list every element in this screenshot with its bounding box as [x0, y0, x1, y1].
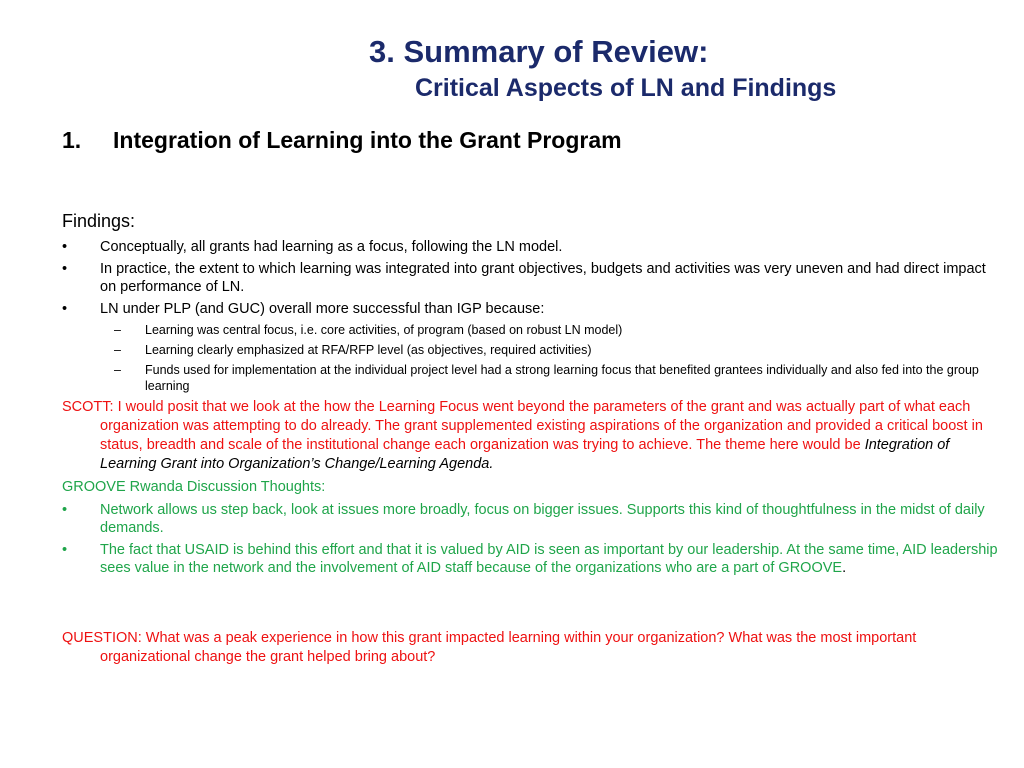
spacer — [62, 581, 1002, 629]
finding-bullet — [62, 260, 1002, 296]
section-heading-text: Integration of Learning into the Grant Program — [113, 127, 622, 153]
groove-bullet-text: The fact that USAID is behind this effort and that it is valued by AID is seen as important by our leadership. At the same time, AID leadership sees value in the network and the involvement of AID staff because of the organizations who are a part of GROOVE — [100, 542, 998, 576]
bullet-marker: • — [62, 261, 68, 277]
scott-comment-emphasis: Integration of Learning Grant into Organization’s Change/Learning Agenda. — [100, 437, 950, 472]
groove-bullet — [62, 541, 1002, 577]
sub-bullet — [62, 362, 1002, 394]
findings-label: Findings: — [62, 211, 136, 231]
bullet-marker: • — [62, 301, 68, 317]
slide-subtitle: Critical Aspects of LN and Findings — [415, 74, 837, 102]
finding-text: LN under PLP (and GUC) overall more successful than IGP because: — [100, 301, 545, 317]
sub-bullet — [62, 342, 1002, 358]
question: QUESTION: What was a peak experience in how this grant impacted learning within your organization? What was the most important organizational change the grant helped bring about? — [62, 630, 917, 665]
sub-bullet-text: Learning was central focus, i.e. core activities, of program (based on robust LN model) — [145, 323, 623, 337]
sub-bullet — [62, 322, 1002, 338]
finding-text: Conceptually, all grants had learning as a focus, following the LN model. — [100, 239, 563, 255]
scott-comment-text: SCOTT: I would posit that we look at the how the Learning Focus went beyond the parameters of the grant and was actually part of what each organization was attempting to do already. The grant supplemented existing aspirations of the organization and provided a critical boost in status, breadth and scale of the institutional change each organization was trying to achieve. The theme here would be — [62, 399, 983, 453]
bullet-marker: • — [62, 502, 68, 518]
bullet-marker: • — [62, 239, 68, 255]
sub-bullet-text: Funds used for implementation at the individual project level had a strong learning focus that benefited grantees individually and also fed into the group learning — [145, 363, 979, 393]
section-number: 1. — [62, 127, 82, 153]
groove-trailing-period: . — [842, 560, 847, 576]
slide-body — [62, 211, 1002, 671]
scott-comment — [62, 398, 1002, 474]
slide-title: 3. Summary of Review: — [369, 34, 709, 69]
bullet-marker: • — [62, 542, 68, 558]
dash-marker: – — [114, 343, 121, 357]
dash-marker: – — [114, 323, 121, 337]
groove-label: GROOVE Rwanda Discussion Thoughts: — [62, 479, 326, 495]
groove-bullet-text: Network allows us step back, look at issues more broadly, focus on bigger issues. Supports this kind of thoughtfulness in the midst of daily demands. — [100, 502, 985, 536]
finding-bullet — [62, 238, 1002, 256]
finding-bullet — [62, 300, 1002, 318]
groove-bullet — [62, 501, 1002, 537]
finding-text: In practice, the extent to which learning was integrated into grant objectives, budgets and activities was very uneven and had direct impact on performance of LN. — [100, 261, 986, 295]
sub-bullet-text: Learning clearly emphasized at RFA/RFP level (as objectives, required activities) — [145, 343, 592, 357]
section-heading — [62, 127, 622, 154]
dash-marker: – — [114, 363, 121, 377]
